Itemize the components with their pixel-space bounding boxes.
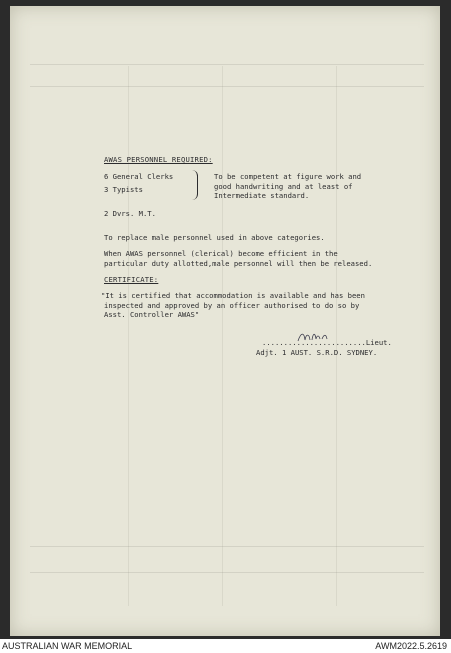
requirement-description: good handwriting and at least of (214, 181, 353, 191)
certificate-text: Asst. Controller AWAS" (104, 310, 200, 320)
certificate-text: inspected and approved by an officer authorised to do so by (104, 300, 360, 310)
show-through-rule (30, 572, 424, 573)
requirement-description: Intermediate standard. (214, 191, 310, 201)
show-through-rule (30, 86, 424, 87)
archive-caption-bar (0, 639, 451, 653)
requirement-typists: 3 Typists (104, 185, 143, 194)
requirement-drivers: 2 Dvrs. M.T. (104, 209, 156, 218)
signature-line: ........................Lieut. (262, 338, 392, 347)
certificate-text: "It is certified that accommodation is available and has been (101, 291, 365, 300)
replace-statement: To replace male personnel used in above categories. (104, 233, 325, 242)
release-statement: When AWAS personnel (clerical) become efficient in the (104, 249, 338, 258)
show-through-rule (222, 66, 223, 606)
show-through-rule (336, 66, 337, 606)
accession-number: AWM2022.5.2619 (375, 641, 447, 651)
requirement-description: To be competent at figure work and (214, 172, 362, 181)
show-through-rule (128, 66, 129, 606)
heading-personnel-required: AWAS PERSONNEL REQUIRED: (104, 155, 213, 164)
show-through-rule (30, 64, 424, 65)
requirement-clerks: 6 General Clerks (104, 172, 174, 181)
document-page (10, 6, 440, 636)
release-statement: particular duty allotted,male personnel will then be released. (104, 258, 373, 268)
show-through-rule (30, 546, 424, 547)
brace-mark (191, 170, 198, 200)
heading-certificate: CERTIFICATE: (104, 275, 159, 284)
institution-name: AUSTRALIAN WAR MEMORIAL (2, 641, 133, 651)
signature-title: Adjt. 1 AUST. S.R.D. SYDNEY. (256, 347, 378, 357)
